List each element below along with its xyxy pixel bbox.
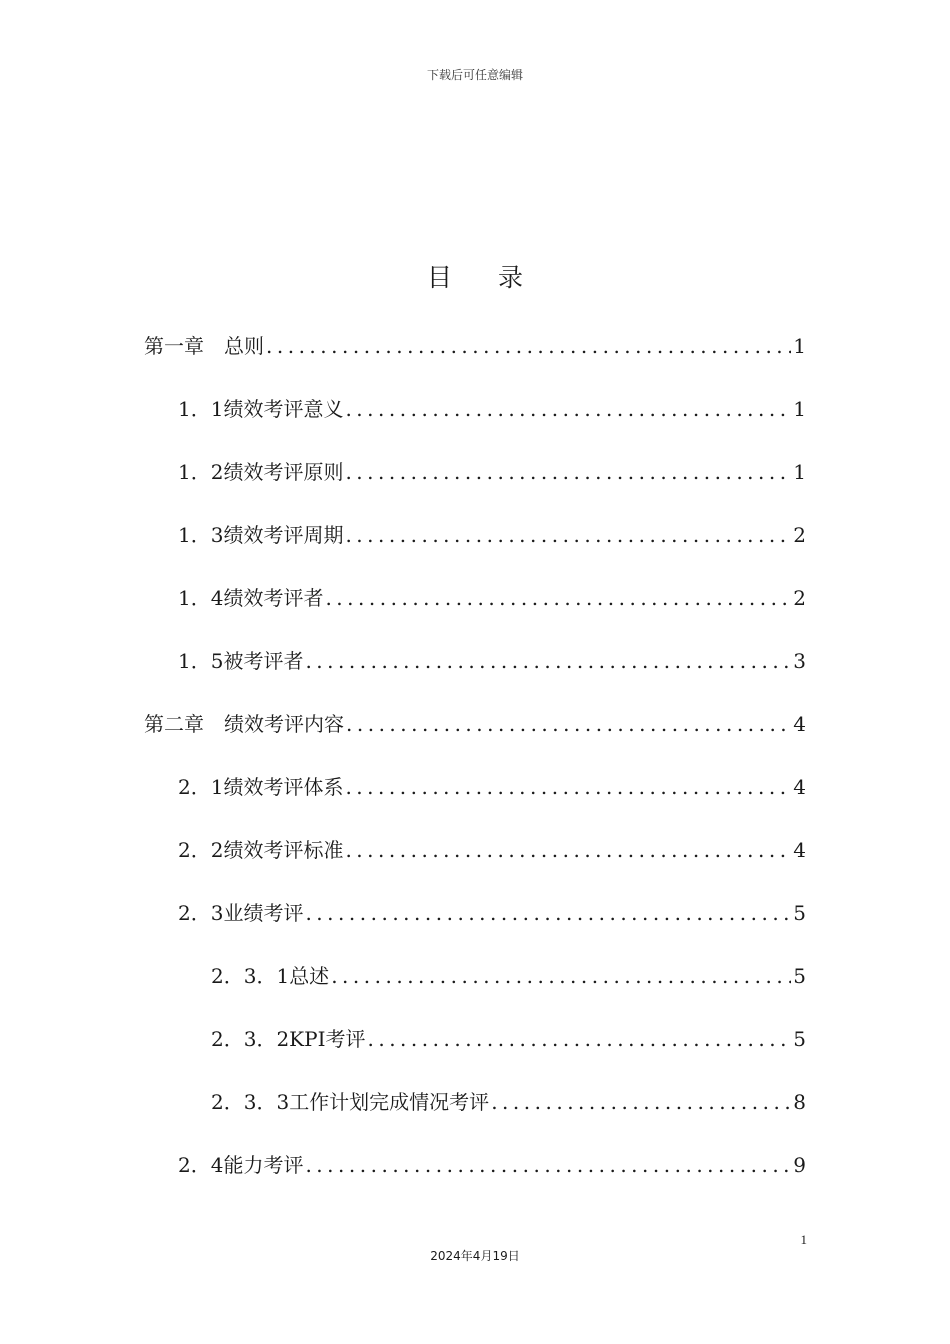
toc-entry-page: 1 — [793, 397, 806, 421]
toc-entry-label — [178, 393, 343, 422]
toc-entry-label — [178, 456, 343, 485]
toc-dot-leader — [305, 901, 791, 925]
toc-entry-label — [178, 582, 323, 611]
toc-entry-label — [178, 834, 343, 863]
page-header: 下载后可任意编辑 — [426, 68, 523, 82]
toc-dot-leader — [345, 838, 791, 862]
toc-entry[interactable] — [178, 582, 806, 622]
toc-dot-leader — [345, 775, 791, 799]
toc-entry-title: 工作计划完成情况考评 — [289, 1090, 490, 1114]
toc-entry[interactable] — [178, 1149, 806, 1189]
toc-entry-label — [178, 897, 303, 926]
toc-entry-page: 4 — [793, 838, 806, 862]
toc-entry-title: 绩效考评者 — [223, 586, 324, 610]
toc-entry-title: 总则 — [224, 334, 264, 358]
toc-entry-page: 4 — [793, 712, 806, 736]
toc-entry-page: 1 — [793, 460, 806, 484]
toc-entry-label — [178, 1149, 303, 1178]
toc-entry-number: 1．4 — [178, 586, 224, 610]
toc-entry[interactable] — [178, 645, 806, 685]
toc-entry-number: 1．3 — [178, 523, 224, 547]
toc-entry[interactable] — [144, 708, 806, 748]
toc-entry[interactable] — [178, 456, 806, 496]
toc-entry-page: 9 — [793, 1153, 806, 1177]
toc-entry-title: 绩效考评内容 — [224, 712, 344, 736]
toc-entry-label — [211, 1023, 365, 1052]
toc-entry-page: 2 — [793, 586, 806, 610]
toc-entry[interactable] — [178, 897, 806, 937]
toc-entry-number: 1．5 — [178, 649, 224, 673]
toc-entry[interactable] — [144, 330, 806, 370]
toc-entry-label — [178, 645, 303, 674]
toc-entry-title: 被考评者 — [223, 649, 304, 673]
page-number: 1 — [800, 1232, 807, 1247]
toc-entry-page: 5 — [793, 964, 806, 988]
toc-entry-page: 2 — [793, 523, 806, 547]
toc-entry-page: 5 — [793, 901, 806, 925]
toc-entry-number: 第二章 — [144, 712, 224, 736]
toc-dot-leader — [331, 964, 791, 988]
toc-entry-number: 2．3．3 — [211, 1090, 290, 1114]
toc-title: 目录 — [426, 263, 569, 292]
toc-entry[interactable] — [211, 1086, 806, 1126]
toc-entry-number: 1．1 — [178, 397, 224, 421]
toc-entry[interactable] — [178, 771, 806, 811]
toc-entry-label — [178, 771, 343, 800]
toc-entry-page: 8 — [793, 1090, 806, 1114]
toc-entry-title: 总述 — [289, 964, 330, 988]
toc-dot-leader — [346, 712, 791, 736]
toc-entry-number: 第一章 — [144, 334, 224, 358]
toc-dot-leader — [345, 523, 791, 547]
toc-dot-leader — [305, 649, 791, 673]
toc-entry-label — [144, 330, 264, 359]
toc-entry-title: 绩效考评原则 — [223, 460, 344, 484]
toc-entry-label — [144, 708, 344, 737]
toc-entry-number: 2．2 — [178, 838, 224, 862]
toc-entry-page: 1 — [793, 334, 806, 358]
toc-entry-number: 1．2 — [178, 460, 224, 484]
toc-entry-title: 绩效考评标准 — [223, 838, 344, 862]
toc-dot-leader — [345, 460, 791, 484]
toc-dot-leader — [266, 334, 791, 358]
toc-entry[interactable] — [178, 519, 806, 559]
toc-dot-leader — [491, 1090, 791, 1114]
toc-entry[interactable] — [211, 960, 806, 1000]
toc-entry-page: 4 — [793, 775, 806, 799]
toc-entry-title: 业绩考评 — [223, 901, 304, 925]
toc-entry-page: 3 — [793, 649, 806, 673]
toc-entry-title: 绩效考评意义 — [223, 397, 344, 421]
footer-date: 2024年4月19日 — [430, 1249, 520, 1263]
toc-entry-number: 2．3 — [178, 901, 224, 925]
toc-entry-title: 绩效考评体系 — [223, 775, 344, 799]
toc-entry[interactable] — [211, 1023, 806, 1063]
toc-entry-number: 2．3．1 — [211, 964, 290, 988]
toc-dot-leader — [367, 1027, 791, 1051]
toc-entry[interactable] — [178, 834, 806, 874]
toc-entry-number: 2．3．2KPI — [211, 1027, 326, 1051]
toc-dot-leader — [305, 1153, 791, 1177]
toc-entry[interactable] — [178, 393, 806, 433]
toc-entry-label — [211, 960, 329, 989]
toc-entry-label — [178, 519, 343, 548]
toc-dot-leader — [325, 586, 791, 610]
toc-entry-title: 绩效考评周期 — [223, 523, 344, 547]
toc-entry-number: 2．1 — [178, 775, 224, 799]
toc-dot-leader — [345, 397, 791, 421]
toc-entry-title: 考评 — [325, 1027, 366, 1051]
toc-entry-label — [211, 1086, 489, 1115]
toc-entry-page: 5 — [793, 1027, 806, 1051]
toc-entry-number: 2．4 — [178, 1153, 224, 1177]
toc-entry-title: 能力考评 — [223, 1153, 304, 1177]
